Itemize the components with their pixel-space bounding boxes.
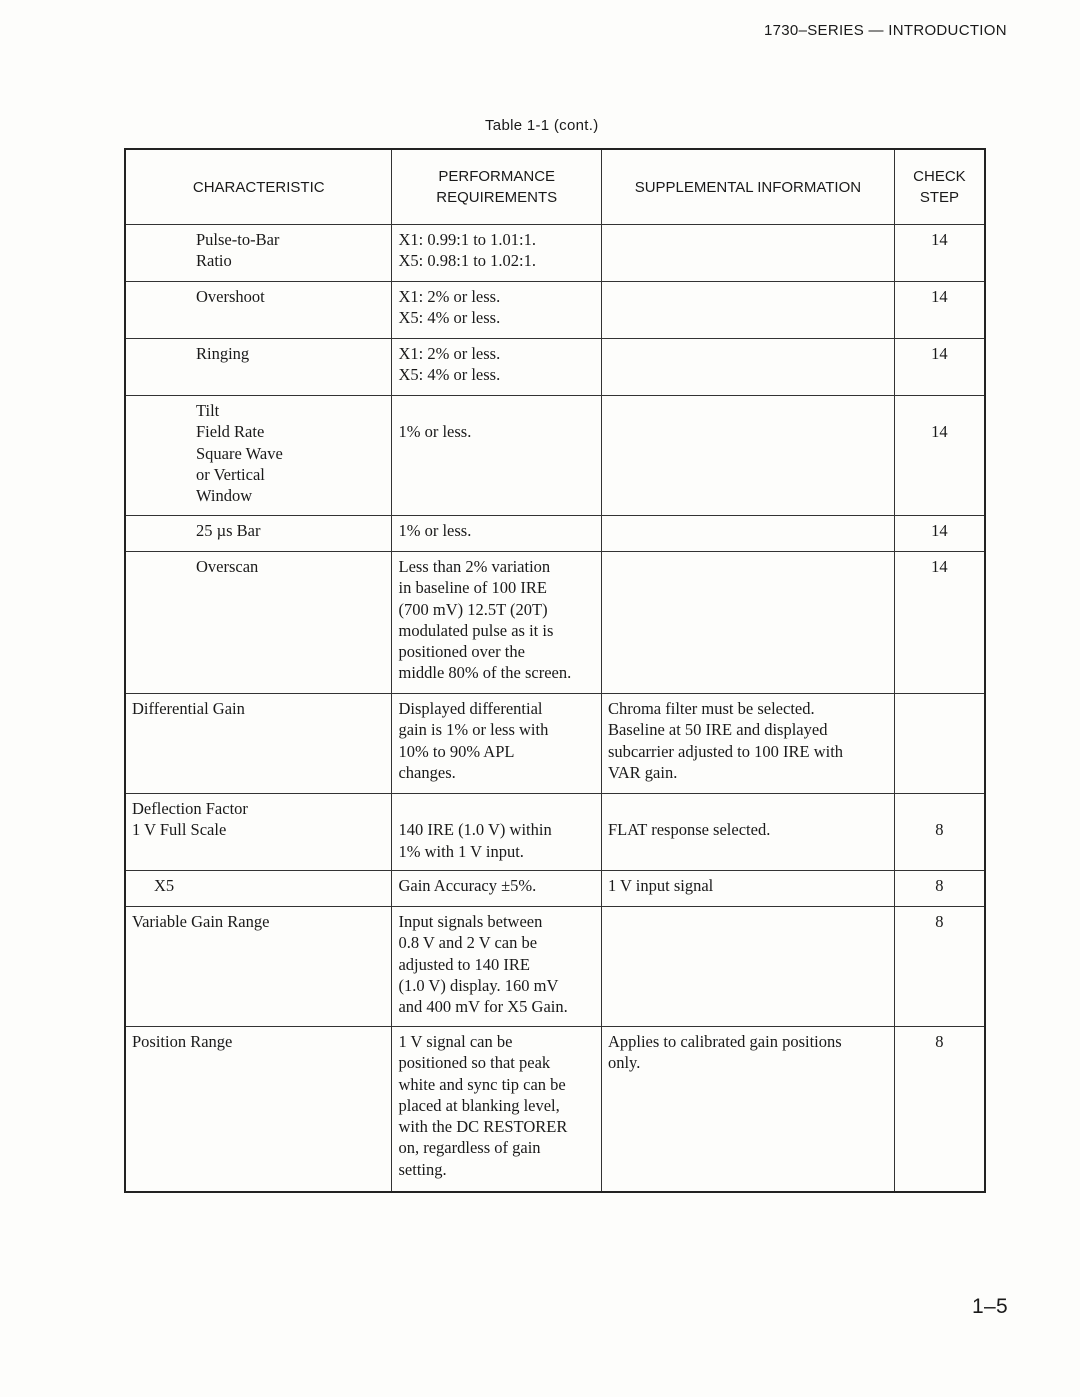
supplemental-cell: [601, 339, 894, 396]
performance-cell: X1: 2% or less. X5: 4% or less.: [392, 282, 601, 339]
check-step-cell: 14: [894, 552, 985, 694]
performance-cell: Input signals between 0.8 V and 2 V can be adjusted to 140 IRE (1.0 V) display. 160 mV and 400 mV for X5 Gain.: [392, 907, 601, 1027]
characteristic-cell: Ringing: [125, 339, 392, 396]
performance-cell: 1 V signal can be positioned so that peak white and sync tip can be placed at blanking level, with the DC RESTORER on, regardless of gain setting.: [392, 1027, 601, 1192]
performance-cell: Displayed differential gain is 1% or less with 10% to 90% APL changes.: [392, 694, 601, 794]
table-caption: Table 1-1 (cont.): [485, 117, 599, 134]
characteristic-cell: Tilt Field Rate Square Wave or Vertical Window: [125, 396, 392, 516]
table-row: [125, 871, 985, 907]
table-row: [125, 339, 985, 396]
performance-cell: Less than 2% variation in baseline of 100 IRE (700 mV) 12.5T (20T) modulated pulse as it is positioned over the middle 80% of the screen.: [392, 552, 601, 694]
table-row: [125, 794, 985, 871]
supplemental-cell: FLAT response selected.: [601, 794, 894, 871]
check-step-cell: 14: [894, 225, 985, 282]
supplemental-cell: 1 V input signal: [601, 871, 894, 907]
table-row: [125, 282, 985, 339]
table-header-row: [125, 149, 985, 225]
characteristic-cell: Overshoot: [125, 282, 392, 339]
check-step-cell: 8: [894, 871, 985, 907]
column-header-supplemental: SUPPLEMENTAL INFORMATION: [601, 149, 894, 225]
table-row: [125, 225, 985, 282]
supplemental-cell: [601, 225, 894, 282]
page-number: 1–5: [972, 1295, 1008, 1318]
table-row: [125, 552, 985, 694]
supplemental-cell: [601, 516, 894, 552]
supplemental-cell: [601, 282, 894, 339]
table-row: [125, 516, 985, 552]
column-header-characteristic: CHARACTERISTIC: [125, 149, 392, 225]
check-step-cell: 8: [894, 794, 985, 871]
check-step-cell: 8: [894, 1027, 985, 1192]
characteristic-cell: 25 µs Bar: [125, 516, 392, 552]
table-body: [125, 225, 985, 1192]
table-row: [125, 396, 985, 516]
table-row: [125, 1027, 985, 1192]
running-header: 1730–SERIES — INTRODUCTION: [764, 22, 1007, 39]
check-step-cell: 14: [894, 339, 985, 396]
characteristic-cell: X5: [125, 871, 392, 907]
check-step-cell: [894, 694, 985, 794]
characteristic-cell: Variable Gain Range: [125, 907, 392, 1027]
performance-cell: X1: 2% or less. X5: 4% or less.: [392, 339, 601, 396]
check-step-cell: 14: [894, 516, 985, 552]
column-header-performance: PERFORMANCE REQUIREMENTS: [392, 149, 601, 225]
performance-cell: 1% or less.: [392, 396, 601, 516]
performance-cell: 140 IRE (1.0 V) within 1% with 1 V input.: [392, 794, 601, 871]
supplemental-cell: Applies to calibrated gain positions only.: [601, 1027, 894, 1192]
check-step-cell: 14: [894, 282, 985, 339]
characteristic-cell: Differential Gain: [125, 694, 392, 794]
characteristic-cell: Pulse-to-Bar Ratio: [125, 225, 392, 282]
supplemental-cell: [601, 552, 894, 694]
column-header-check-step: CHECK STEP: [894, 149, 985, 225]
performance-cell: Gain Accuracy ±5%.: [392, 871, 601, 907]
characteristic-cell: Overscan: [125, 552, 392, 694]
performance-cell: 1% or less.: [392, 516, 601, 552]
supplemental-cell: [601, 396, 894, 516]
supplemental-cell: Chroma filter must be selected. Baseline at 50 IRE and displayed subcarrier adjusted to 100 IRE with VAR gain.: [601, 694, 894, 794]
characteristic-cell: Position Range: [125, 1027, 392, 1192]
performance-cell: X1: 0.99:1 to 1.01:1. X5: 0.98:1 to 1.02:1.: [392, 225, 601, 282]
specification-table: [124, 148, 986, 1193]
supplemental-cell: [601, 907, 894, 1027]
table-row: [125, 694, 985, 794]
characteristic-cell: Deflection Factor 1 V Full Scale: [125, 794, 392, 871]
table-row: [125, 907, 985, 1027]
check-step-cell: 8: [894, 907, 985, 1027]
check-step-cell: 14: [894, 396, 985, 516]
